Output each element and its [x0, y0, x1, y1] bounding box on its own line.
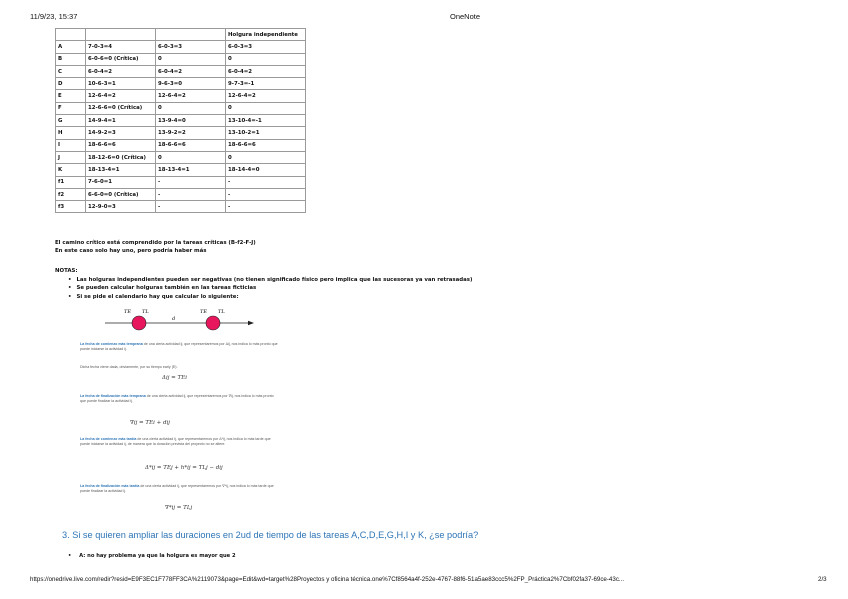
table-header-row: [56, 29, 306, 41]
table-cell: 13-10-2=1: [226, 127, 306, 139]
table-cell: 6-0-3=3: [226, 41, 306, 53]
task-name-cell: B: [56, 53, 86, 65]
table-row: [56, 53, 306, 65]
task-name-cell: D: [56, 78, 86, 90]
figure-paragraph-late-start: [80, 437, 280, 447]
critical-path-summary: [55, 239, 256, 255]
table-cell: 18-14-4=0: [226, 164, 306, 176]
node-j-early-label: TE: [200, 309, 207, 315]
task-name-cell: H: [56, 127, 86, 139]
table-cell: 18-6-6=6: [226, 139, 306, 151]
formula-late-start: Δ*ij = TEj + h*ij = TLj − dij: [145, 465, 223, 471]
term-late-finish: La fecha de finalización más tardía: [80, 484, 140, 488]
task-name-cell: I: [56, 139, 86, 151]
print-header: [30, 12, 818, 22]
table-cell: 9-7-3=-1: [226, 78, 306, 90]
table-cell: 0: [156, 151, 226, 163]
table-cell: 7-0-3=4: [86, 41, 156, 53]
table-row: [56, 151, 306, 163]
task-name-cell: F: [56, 102, 86, 114]
table-cell: 0: [226, 151, 306, 163]
formula-late-finish: ∇*ij = TLj: [165, 505, 193, 511]
table-row: [56, 164, 306, 176]
task-name-cell: f1: [56, 176, 86, 188]
task-name-cell: E: [56, 90, 86, 102]
definition-late-finish: de una cierta actividad ij, que representaremos por ∇*ij, nos indica lo más tarde que puede finalizar la actividad ij.: [80, 484, 274, 493]
table-cell: 6-6-0=0 (Crítica): [86, 188, 156, 200]
table-cell: 14-9-2=3: [86, 127, 156, 139]
table-row: [56, 115, 306, 127]
table-row: [56, 188, 306, 200]
table-cell: 0: [156, 102, 226, 114]
figure-paragraph-early-finish: [80, 394, 280, 404]
table-header-cell: [86, 29, 156, 41]
table-row: [56, 201, 306, 213]
table-row: [56, 41, 306, 53]
answer-label: A:: [79, 553, 86, 559]
page-url: https://onedrive.live.com/redir?resid=E9F3EC1F778FF3CA%2119073&page=Edit&wd=target%28Proyectos y oficina técnica.one%7Cf8564a4f-252e-4767-88f6-51a5ae83ccc5%2FP_Práctica2%7Cbf02fa37-69ce-43c...: [30, 576, 625, 583]
table-cell: 18-12-6=0 (Crítica): [86, 151, 156, 163]
table-cell: 18-6-6=6: [86, 139, 156, 151]
table-row: [56, 78, 306, 90]
table-row: [56, 65, 306, 77]
table-cell: 13-10-4=-1: [226, 115, 306, 127]
table-header-cell: [56, 29, 86, 41]
table-cell: 6-0-6=0 (Crítica): [86, 53, 156, 65]
table-row: [56, 176, 306, 188]
table-cell: 12-6-4=2: [86, 90, 156, 102]
task-name-cell: f3: [56, 201, 86, 213]
table-cell: 12-6-6=0 (Crítica): [86, 102, 156, 114]
note-item: • Se pueden calcular holguras también en las tareas ficticias: [68, 284, 472, 292]
notes-title: NOTAS:: [55, 268, 78, 274]
task-name-cell: C: [56, 65, 86, 77]
question-heading: 3. Si se quieren ampliar las duraciones en 2ud de tiempo de las tareas A,C,D,E,G,H,I y K, ¿se podría?: [62, 530, 479, 540]
table-cell: 6-0-4=2: [156, 65, 226, 77]
table-cell: -: [156, 201, 226, 213]
node-i-icon: [132, 316, 146, 330]
figure-paragraph-early-start: [80, 342, 280, 352]
table-row: [56, 102, 306, 114]
table-cell: 6-0-3=3: [156, 41, 226, 53]
figure-paragraph-early: Dicha fecha viene dada, obviamente, por su tiempo early (E):: [80, 365, 178, 369]
table-cell: 12-6-4=2: [226, 90, 306, 102]
node-j-icon: [206, 316, 220, 330]
table-header-cell: Holgura independiente: [226, 29, 306, 41]
node-i-late-label: TL: [142, 309, 149, 315]
table-cell: 0: [226, 102, 306, 114]
task-name-cell: A: [56, 41, 86, 53]
table-cell: -: [156, 188, 226, 200]
table-cell: 18-13-4=1: [156, 164, 226, 176]
table-row: [56, 127, 306, 139]
table-cell: -: [226, 201, 306, 213]
table-row: [56, 139, 306, 151]
table-cell: 13-9-2=2: [156, 127, 226, 139]
table-cell: -: [156, 176, 226, 188]
holguras-table: [55, 28, 306, 213]
table-cell: 6-0-4=2: [86, 65, 156, 77]
table-cell: 9-6-3=0: [156, 78, 226, 90]
table-cell: 14-9-4=1: [86, 115, 156, 127]
node-j-late-label: TL: [218, 309, 225, 315]
activity-diagram: [100, 305, 260, 335]
table-cell: -: [226, 188, 306, 200]
term-late-start: La fecha de comienzo más tardía: [80, 437, 137, 441]
duration-label: d: [172, 316, 176, 322]
table-cell: 18-6-6=6: [156, 139, 226, 151]
table-cell: 6-0-4=2: [226, 65, 306, 77]
table-cell: 18-13-4=1: [86, 164, 156, 176]
task-name-cell: K: [56, 164, 86, 176]
summary-line: En este caso solo hay uno, pero podría haber más: [55, 248, 207, 254]
print-date: 11/9/23, 15:37: [30, 12, 78, 21]
table-cell: 0: [226, 53, 306, 65]
answer-item: [68, 553, 236, 559]
notes-list: [68, 276, 472, 301]
table-header-cell: [156, 29, 226, 41]
task-name-cell: J: [56, 151, 86, 163]
table-cell: 10-6-3=1: [86, 78, 156, 90]
table-cell: 12-9-0=3: [86, 201, 156, 213]
note-item: • Si se pide el calendario hay que calcular lo siguiente:: [68, 293, 472, 301]
summary-line: El camino crítico está comprendido por la tareas críticas (B-f2-F-J): [55, 240, 256, 246]
arrow-head-icon: [248, 321, 254, 325]
table-row: [56, 90, 306, 102]
term-early-start: La fecha de comienzo más temprana: [80, 342, 143, 346]
formula-early-finish: ∇ij = TEi + dij: [130, 420, 170, 426]
print-footer: [30, 576, 827, 583]
table-cell: 12-6-4=2: [156, 90, 226, 102]
formula-early-start: Δij = TEi: [162, 375, 187, 381]
definition-late-start: de una cierta actividad ij, que representaremos por Δ*ij, nos indica lo más tarde que puede iniciarse la actividad ij, de manera que la duración prevista del proyecto no se altere.: [80, 437, 271, 446]
table-cell: 13-9-4=0: [156, 115, 226, 127]
term-early-finish: La fecha de finalización más temprana: [80, 394, 146, 398]
table-cell: 0: [156, 53, 226, 65]
answer-text: no hay problema ya que la holgura es mayor que 2: [85, 553, 236, 559]
task-name-cell: f2: [56, 188, 86, 200]
figure-paragraph-late-finish: [80, 484, 280, 494]
task-name-cell: G: [56, 115, 86, 127]
node-i-early-label: TE: [124, 309, 131, 315]
table-cell: -: [226, 176, 306, 188]
definition-early-finish: de una cierta actividad ij, que representaremos por ∇ij, nos indica lo más pronto que puede finalizar la actividad ij.: [80, 394, 274, 403]
app-name: OneNote: [450, 12, 481, 21]
definition-early-start: de una cierta actividad ij, que representaremos por Δij, nos indica lo más pronto que puede iniciarse la actividad ij.: [80, 342, 278, 351]
page-number: 2/3: [818, 576, 827, 583]
note-item: • Las holguras independientes pueden ser negativas (no tienen significado físico pero implica que las sucesoras ya van retrasadas): [68, 276, 472, 284]
table-cell: 7-6-0=1: [86, 176, 156, 188]
